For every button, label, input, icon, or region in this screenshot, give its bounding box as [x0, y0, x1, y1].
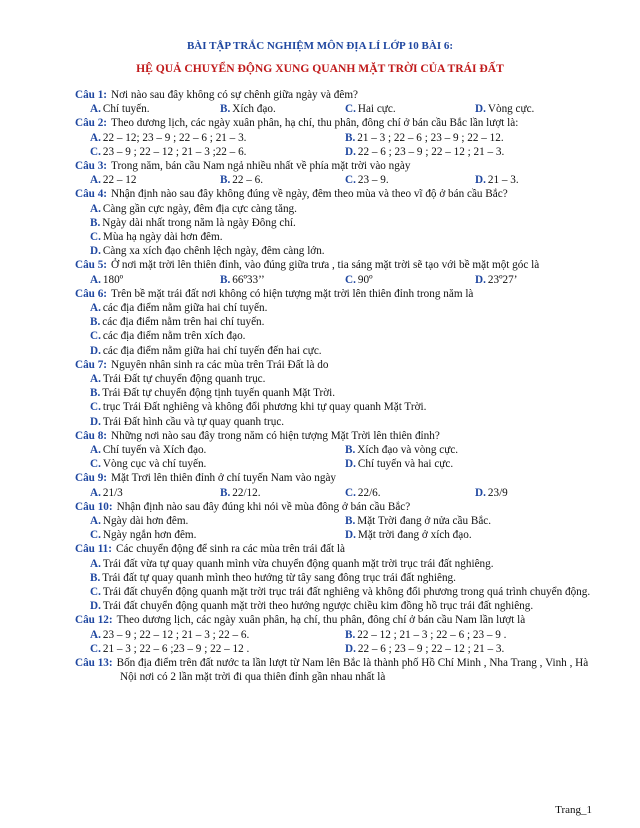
option-letter: D. [90, 600, 101, 613]
option-letter: B. [90, 216, 101, 229]
option-letter: D. [90, 344, 101, 357]
option-text: Xích đạo. [232, 103, 276, 116]
option-letter: B. [220, 103, 231, 116]
question-stem [75, 542, 595, 556]
question-9 [75, 471, 595, 499]
answer-option[interactable] [90, 387, 335, 399]
answer-option[interactable] [345, 174, 389, 186]
option-row [75, 599, 595, 613]
option-row [75, 216, 595, 230]
option-text: Hai cực. [357, 103, 396, 116]
answer-option[interactable] [90, 231, 223, 243]
question-label: Câu 8: [75, 429, 108, 442]
document-subtitle: HỆ QUẢ CHUYỂN ĐỘNG XUNG QUANH MẶT TRỜI CỦA TRÁI ĐẤT [136, 62, 504, 75]
option-text: 66º33’’ [232, 273, 265, 286]
option-text: 21/3 [102, 486, 123, 499]
option-text: Trái Đất tự chuyển động quanh trục. [102, 372, 266, 385]
document-title: BÀI TẬP TRẮC NGHIỆM MÔN ĐỊA LÍ LỚP 10 BÀI 6: [186, 40, 454, 52]
option-text: Trái đất vừa tự quay quanh mình vừa chuyển động quanh mặt trời trục trái đất nghiêng. [102, 557, 494, 570]
option-text: 90º [357, 273, 373, 286]
option-letter: B. [220, 174, 231, 187]
option-text: Trái đất chuyển động quanh mặt trời theo hướng ngược chiều kim đồng hồ trục trái đất nghiêng. [102, 600, 534, 613]
option-row [75, 400, 595, 414]
question-label: Câu 4: [75, 188, 108, 201]
option-letter: D. [475, 103, 486, 116]
answer-option[interactable] [345, 487, 381, 499]
question-stem [75, 500, 595, 514]
answer-option[interactable] [475, 174, 519, 186]
option-letter: D. [345, 642, 356, 655]
option-row [75, 329, 595, 343]
question-text: Những nơi nào sau đây trong năm có hiện tượng Mặt Trời lên thiên đỉnh? [111, 429, 440, 442]
question-13 [75, 656, 595, 684]
option-text: Vòng cực. [487, 103, 535, 116]
answer-option[interactable] [90, 515, 188, 527]
option-row [75, 457, 595, 471]
option-text: Trái Đất tự chuyển động tịnh tuyến quanh Mặt Trời. [102, 387, 336, 400]
option-row [75, 386, 595, 400]
question-text: Các chuyển động để sinh ra các mùa trên trái đất là [116, 543, 345, 556]
option-row [75, 301, 595, 315]
option-text: 22 – 6 ; 23 – 9 ; 22 – 12 ; 21 – 3. [357, 145, 505, 158]
answer-option[interactable] [90, 487, 123, 499]
question-text: Mặt Trơi lên thiên đỉnh ở chí tuyến Nam vào ngày [111, 472, 337, 485]
option-text: các địa điểm nằm giữa hai chí tuyến. [102, 301, 268, 314]
answer-option[interactable] [90, 316, 264, 328]
option-letter: C. [90, 529, 101, 542]
answer-option[interactable] [90, 373, 265, 385]
option-letter: C. [90, 585, 101, 598]
option-letter: A. [90, 628, 101, 641]
answer-option[interactable] [90, 586, 590, 598]
option-letter: B. [345, 131, 356, 144]
question-list [75, 88, 595, 684]
option-letter: D. [475, 174, 486, 187]
answer-option[interactable] [90, 643, 249, 655]
option-letter: C. [345, 103, 356, 116]
option-row [75, 230, 595, 244]
answer-option[interactable] [90, 302, 267, 314]
question-stem [75, 159, 595, 173]
option-text: Chí tuyến và Xích đạo. [102, 444, 207, 456]
option-text: Xích đạo và vòng cực. [357, 444, 459, 456]
option-text: 23 – 9. [357, 174, 389, 187]
question-stem [75, 187, 595, 201]
option-letter: A. [90, 174, 101, 187]
answer-option[interactable] [345, 146, 504, 158]
question-stem [75, 429, 595, 443]
question-label: Câu 10: [75, 500, 113, 513]
option-text: Trái đất tự quay quanh mình theo hướng từ tây sang đông trục trái đất nghiêng. [102, 571, 456, 584]
option-letter: C. [90, 401, 101, 414]
option-letter: D. [90, 415, 101, 428]
question-text: Nơi nào sau đây không có sự chênh giữa ngày và đêm? [111, 89, 359, 101]
question-stem [75, 116, 595, 130]
option-text: 23º27’ [487, 273, 518, 286]
option-row [75, 415, 595, 429]
option-letter: B. [220, 273, 231, 286]
question-label: Câu 13: [75, 656, 113, 669]
option-text: 21 – 3 ; 22 – 6 ; 23 – 9 ; 22 – 12. [357, 131, 504, 144]
question-5 [75, 258, 595, 286]
answer-option[interactable] [475, 103, 534, 115]
question-text: Nguyên nhân sinh ra các mùa trên Trái Đất là do [111, 358, 329, 371]
answer-option[interactable] [90, 572, 456, 584]
option-text: Trái đất chuyển động quanh mặt trời trục trái đất nghiêng và không đổi phương trong quá trình chuyển động. [102, 585, 591, 598]
question-stem [75, 88, 595, 102]
option-text: 22 – 12; 23 – 9 ; 22 – 6 ; 21 – 3. [102, 131, 247, 144]
option-letter: A. [90, 444, 101, 456]
answer-option[interactable] [345, 643, 504, 655]
answer-option[interactable] [90, 600, 533, 612]
answer-option[interactable] [345, 529, 472, 541]
option-letter: A. [90, 273, 101, 286]
question-text: Bốn địa điểm trên đất nước ta lần lượt từ Nam lên Bắc là thành phố Hồ Chí Minh , Nha Trang , Vinh , Hà Nội nơi có 2 lần mặt trời đi qua thiên đỉnh gần nhau nhất là [116, 656, 589, 684]
question-11 [75, 542, 595, 613]
option-text: 22/12. [232, 486, 261, 499]
option-letter: C. [90, 458, 101, 471]
option-letter: A. [90, 557, 101, 570]
question-label: Câu 1: [75, 89, 108, 101]
option-text: 23/9 [487, 486, 508, 499]
question-8 [75, 429, 595, 472]
option-letter: C. [345, 486, 356, 499]
option-letter: D. [475, 486, 486, 499]
answer-option[interactable] [90, 345, 322, 357]
option-letter: B. [345, 628, 356, 641]
answer-option[interactable] [475, 274, 517, 286]
option-row [75, 202, 595, 216]
option-row [75, 344, 595, 358]
option-text: 22 – 12 ; 21 – 3 ; 22 – 6 ; 23 – 9 . [357, 628, 507, 641]
option-row [75, 528, 595, 542]
question-text: Trên bề mặt trái đất nơi không có hiện tượng mặt trời lên thiên đỉnh trong năm là [111, 287, 474, 300]
answer-option[interactable] [90, 629, 249, 641]
option-letter: B. [345, 514, 356, 527]
option-letter: A. [90, 372, 101, 385]
answer-option[interactable] [345, 274, 373, 286]
question-text: Theo dương lịch, các ngày xuân phân, hạ chí, thu phân, đông chí ở bán cầu Nam lần lượt là [116, 614, 526, 627]
option-letter: C. [345, 174, 356, 187]
question-4 [75, 187, 595, 258]
answer-option[interactable] [90, 458, 206, 470]
option-text: Mặt trời đang ở xích đạo. [357, 529, 472, 542]
answer-option[interactable] [90, 274, 123, 286]
question-12 [75, 613, 595, 656]
option-text: Ngày dài nhất trong năm là ngày Đông chí. [102, 216, 296, 229]
option-row [75, 145, 595, 159]
question-label: Câu 5: [75, 259, 108, 272]
option-text: Mặt Trời đang ở nửa cầu Bắc. [357, 514, 492, 527]
option-letter: C. [90, 145, 101, 158]
option-text: 21 – 3. [487, 174, 519, 187]
question-label: Câu 7: [75, 358, 108, 371]
answer-option[interactable] [90, 103, 150, 115]
option-row [75, 557, 595, 571]
option-letter: D. [475, 273, 486, 286]
option-text: trục Trái Đất nghiêng và không đổi phương khi tự quay quanh Mặt Trời. [102, 401, 427, 414]
option-row [75, 585, 595, 599]
question-text: Trong năm, bán cầu Nam ngả nhiều nhất về phía mặt trời vào ngày [111, 159, 411, 172]
answer-option[interactable] [90, 132, 246, 144]
answer-option[interactable] [90, 401, 426, 413]
question-1 [75, 88, 595, 116]
question-stem [75, 258, 595, 272]
option-text: các địa điểm nằm giữa hai chí tuyến đến hai cực. [102, 344, 322, 357]
option-letter: A. [90, 131, 101, 144]
option-letter: A. [90, 301, 101, 314]
option-text: Ngày dài hơn đêm. [102, 514, 189, 527]
option-letter: A. [90, 103, 101, 116]
question-label: Câu 12: [75, 614, 113, 627]
answer-option[interactable] [345, 103, 396, 115]
option-letter: B. [90, 387, 101, 400]
question-label: Câu 3: [75, 159, 108, 172]
answer-option[interactable] [345, 458, 453, 470]
question-stem [75, 287, 595, 301]
option-text: 22 – 6. [232, 174, 264, 187]
answer-option[interactable] [220, 487, 261, 499]
option-letter: C. [90, 330, 101, 343]
question-7 [75, 358, 595, 429]
answer-option[interactable] [345, 629, 506, 641]
answer-option[interactable] [90, 245, 325, 257]
option-text: Chí tuyến. [102, 103, 150, 116]
option-row [75, 273, 595, 287]
question-10 [75, 500, 595, 543]
answer-option[interactable] [220, 174, 263, 186]
option-row [75, 443, 595, 457]
option-row [75, 514, 595, 528]
option-letter: D. [90, 245, 101, 258]
question-label: Câu 6: [75, 287, 108, 300]
option-text: các địa điểm nằm trên hai chí tuyến. [102, 316, 265, 329]
question-6 [75, 287, 595, 358]
option-text: 21 – 3 ; 22 – 6 ;23 – 9 ; 22 – 12 . [102, 642, 250, 655]
option-row [75, 102, 595, 116]
option-text: 22 – 6 ; 23 – 9 ; 22 – 12 ; 21 – 3. [357, 642, 505, 655]
answer-option[interactable] [90, 558, 494, 570]
option-text: Ngày ngắn hơn đêm. [102, 529, 197, 542]
answer-option[interactable] [90, 444, 206, 456]
answer-option[interactable] [90, 217, 296, 229]
answer-option[interactable] [90, 146, 246, 158]
option-text: Càng gần cực ngày, đêm địa cực càng tăng. [102, 202, 297, 215]
option-row [75, 244, 595, 258]
answer-option[interactable] [220, 103, 276, 115]
answer-option[interactable] [90, 529, 196, 541]
option-text: Vòng cục và chí tuyến. [102, 458, 207, 471]
option-letter: C. [90, 642, 101, 655]
question-text: Nhận định nào sau đây không đúng về ngày, đêm theo mùa và theo vĩ độ ở bán cầu Bắc? [111, 188, 508, 201]
question-3 [75, 159, 595, 187]
answer-option[interactable] [475, 487, 508, 499]
option-row [75, 173, 595, 187]
option-text: Càng xa xích đạo chênh lệch ngày, đêm càng lớn. [102, 245, 325, 258]
option-text: 22/6. [357, 486, 381, 499]
option-row [75, 131, 595, 145]
option-letter: C. [345, 273, 356, 286]
answer-option[interactable] [345, 132, 504, 144]
option-text: Chí tuyến và hai cực. [357, 458, 454, 471]
option-letter: A. [90, 486, 101, 499]
option-text: các địa điểm nằm trên xích đạo. [102, 330, 246, 343]
option-letter: B. [220, 486, 231, 499]
option-text: Trái Đất hình cầu và tự quay quanh trục. [102, 415, 285, 428]
option-letter: B. [345, 444, 356, 456]
question-2 [75, 116, 595, 159]
question-label: Câu 2: [75, 117, 108, 130]
option-text: 180º [102, 273, 124, 286]
answer-option[interactable] [90, 174, 136, 186]
option-text: 22 – 12 [102, 174, 137, 187]
option-row [75, 642, 595, 656]
option-text: 23 – 9 ; 22 – 12 ; 21 – 3 ;22 – 6. [102, 145, 247, 158]
question-stem [75, 656, 595, 684]
page-number: Trang_1 [555, 804, 592, 816]
option-letter: D. [345, 458, 356, 471]
option-letter: D. [345, 145, 356, 158]
option-row [75, 486, 595, 500]
option-row [75, 628, 595, 642]
option-row [75, 372, 595, 386]
question-stem [75, 471, 595, 485]
option-text: 23 – 9 ; 22 – 12 ; 21 – 3 ; 22 – 6. [102, 628, 250, 641]
answer-option[interactable] [90, 416, 284, 428]
question-text: Theo dương lịch, các ngày xuân phân, hạ chí, thu phân, đông chí ở bán cầu Bắc lần lượt là: [111, 117, 519, 130]
option-letter: D. [345, 529, 356, 542]
question-label: Câu 9: [75, 472, 108, 485]
option-letter: A. [90, 514, 101, 527]
option-letter: A. [90, 202, 101, 215]
option-letter: B. [90, 571, 101, 584]
option-row [75, 571, 595, 585]
question-text: Ở nơi mặt trời lên thiên đỉnh, vào đúng giữa trưa , tia sáng mặt trời sẽ tạo với bề mặt một góc là [111, 259, 540, 272]
question-label: Câu 11: [75, 543, 112, 556]
answer-option[interactable] [345, 444, 458, 456]
answer-option[interactable] [90, 203, 297, 215]
question-text: Nhận định nào sau đây đúng khi nói về mùa đông ở bán cầu Bắc? [116, 500, 411, 513]
option-letter: B. [90, 316, 101, 329]
answer-option[interactable] [345, 515, 491, 527]
option-letter: C. [90, 230, 101, 243]
option-row [75, 315, 595, 329]
answer-option[interactable] [90, 330, 245, 342]
option-text: Mùa hạ ngày dài hơn đêm. [102, 230, 223, 243]
question-stem [75, 613, 595, 627]
question-stem [75, 358, 595, 372]
answer-option[interactable] [220, 274, 265, 286]
